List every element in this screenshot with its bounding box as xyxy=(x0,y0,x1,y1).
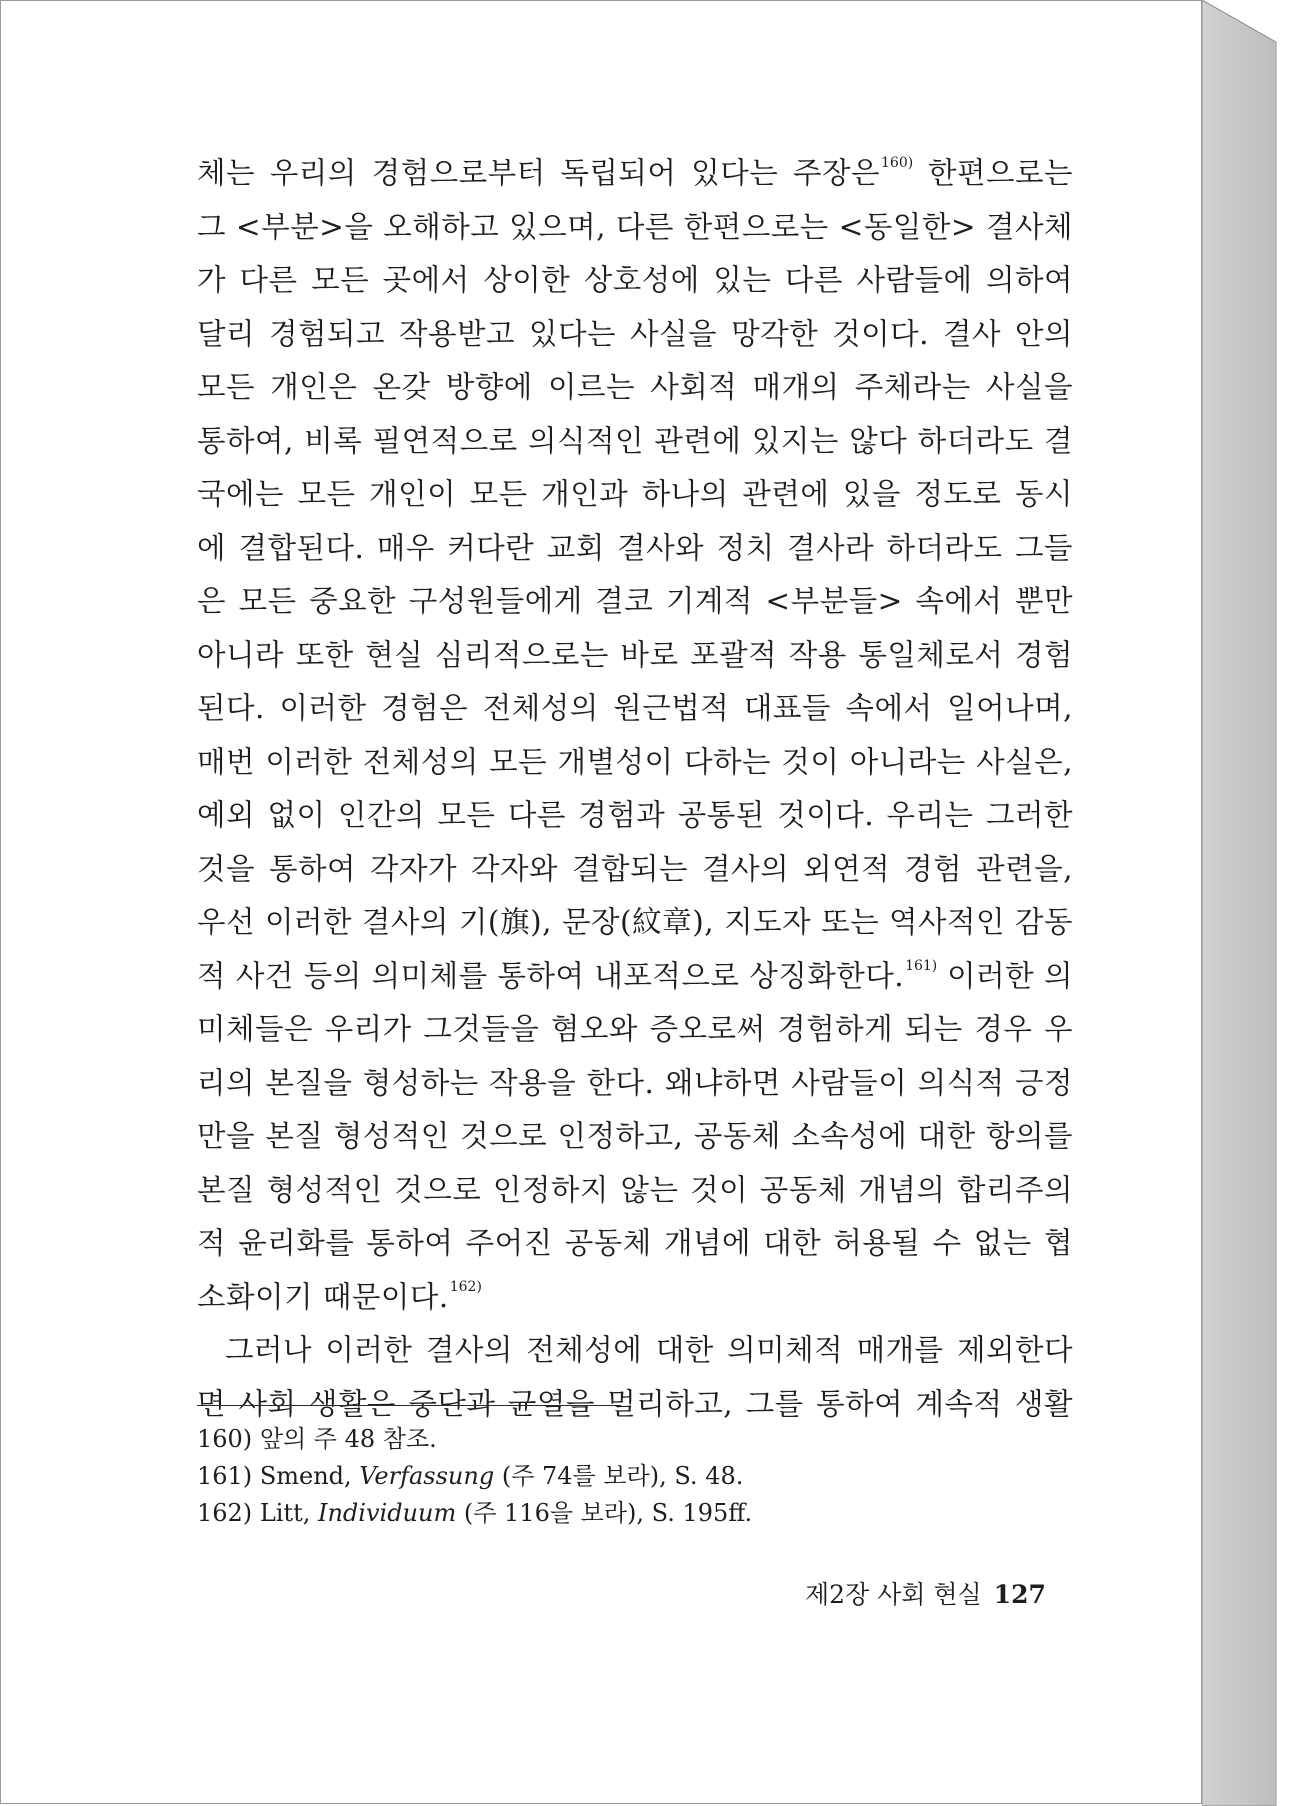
footnotes xyxy=(197,1421,897,1532)
text-line xyxy=(197,1057,1073,1111)
line-text: 체는 우리의 경험으로부터 독립되어 있다는 주장은 xyxy=(197,156,880,190)
text-line xyxy=(197,1217,1073,1271)
line-text: 국에는 모든 개인이 모든 개인과 하나의 관련에 있을 정도로 동시 xyxy=(197,477,1073,511)
line-text-after: 한편으로는 xyxy=(913,156,1073,190)
footnote-text-after: (주 116을 보라), S. 195ff. xyxy=(456,1499,753,1527)
text-line xyxy=(197,682,1073,736)
line-text: 우선 이러한 결사의 기(旗), 문장(紋章), 지도자 또는 역사적인 감동 xyxy=(197,905,1073,939)
running-footer xyxy=(805,1575,1105,1611)
line-text: 미체들은 우리가 그것들을 혐오와 증오로써 경험하게 되는 경우 우 xyxy=(197,1012,1073,1046)
text-line xyxy=(197,361,1073,415)
body-text xyxy=(197,147,1073,1431)
line-text: 적 윤리화를 통하여 주어진 공동체 개념에 대한 허용될 수 없는 협 xyxy=(197,1226,1073,1260)
line-text: 은 모든 중요한 구성원들에게 결코 기계적 <부분들> 속에서 뿐만 xyxy=(197,584,1073,618)
line-text: 달리 경험되고 작용받고 있다는 사실을 망각한 것이다. 결사 안의 xyxy=(197,316,1073,351)
line-text: 통하여, 비록 필연적으로 의식적인 관련에 있지는 않다 하더라도 결 xyxy=(197,423,1073,458)
footnote-number: 160) xyxy=(197,1425,253,1453)
line-text: 그 <부분>을 오해하고 있으며, 다른 한편으로는 <동일한> 결사체 xyxy=(197,209,1073,244)
line-text: 리의 본질을 형성하는 작용을 한다. 왜냐하면 사람들이 의식적 긍정 xyxy=(197,1065,1073,1100)
chapter-title: 제2장 사회 현실 xyxy=(805,1580,982,1609)
footnote-title: Verfassung xyxy=(359,1462,495,1490)
footnote-text: 앞의 주 48 참조. xyxy=(259,1425,437,1453)
footnote-title: Individuum xyxy=(317,1499,457,1527)
line-text: 된다. 이러한 경험은 전체성의 원근법적 대표들 속에서 일어나며, xyxy=(197,691,1073,725)
text-line xyxy=(197,522,1073,576)
line-text: 에 결합된다. 매우 커다란 교회 결사와 정치 결사라 하더라도 그들 xyxy=(197,530,1073,565)
line-text: 예외 없이 인간의 모든 다른 경험과 공통된 것이다. 우리는 그러한 xyxy=(197,798,1073,832)
text-line xyxy=(197,1271,1073,1325)
line-text: 그러나 이러한 결사의 전체성에 대한 의미체적 매개를 제외한다 xyxy=(225,1333,1073,1367)
footnote-text-after: (주 74를 보라), S. 48. xyxy=(494,1462,744,1490)
text-line xyxy=(197,629,1073,683)
book-edge xyxy=(1202,0,1310,1806)
page-number: 127 xyxy=(993,1580,1046,1609)
line-text: 가 다른 모든 곳에서 상이한 상호성에 있는 다른 사람들에 의하여 xyxy=(197,263,1073,297)
text-line xyxy=(197,1164,1073,1218)
text-line xyxy=(197,1003,1073,1057)
footnote-number: 161) xyxy=(197,1462,253,1490)
text-line xyxy=(197,736,1073,790)
footnote-ref[interactable]: 162) xyxy=(449,1278,482,1295)
footnote xyxy=(197,1495,897,1532)
footnote-text: Litt, xyxy=(259,1499,318,1527)
line-text: 모든 개인은 온갖 방향에 이르는 사회적 매개의 주체라는 사실을 xyxy=(197,370,1073,404)
text-line xyxy=(197,201,1073,255)
text-line xyxy=(197,1324,1073,1378)
footnote-number: 162) xyxy=(197,1499,253,1527)
footnote-ref[interactable]: 160) xyxy=(881,155,914,171)
line-text: 면 사회 생활은 중단과 균열을 멀리하고, 그를 통하여 계속적 생활 xyxy=(197,1386,1073,1421)
line-text: 아니라 또한 현실 심리적으로는 바로 포괄적 작용 통일체로서 경험 xyxy=(197,637,1073,672)
line-text: 본질 형성적인 것으로 인정하지 않는 것이 공동체 개념의 합리주의 xyxy=(197,1172,1073,1207)
line-text: 것을 통하여 각자가 각자와 결합되는 결사의 외연적 경험 관련을, xyxy=(197,851,1073,886)
text-line xyxy=(197,896,1073,950)
text-line xyxy=(197,415,1073,469)
line-text: 소화이기 때문이다. xyxy=(197,1279,449,1314)
line-text: 매번 이러한 전체성의 모든 개별성이 다하는 것이 아니라는 사실은, xyxy=(197,744,1073,779)
text-line xyxy=(197,468,1073,522)
footnote-rule xyxy=(197,1405,621,1406)
footnote-ref[interactable]: 161) xyxy=(905,957,938,974)
text-line xyxy=(197,147,1073,201)
text-line xyxy=(197,254,1073,308)
line-text: 만을 본질 형성적인 것으로 인정하고, 공동체 소속성에 대한 항의를 xyxy=(197,1119,1073,1153)
text-line xyxy=(197,789,1073,843)
text-line xyxy=(197,843,1073,897)
text-line xyxy=(197,575,1073,629)
line-text: 적 사건 등의 의미체를 통하여 내포적으로 상징화한다. xyxy=(197,958,905,993)
footnote xyxy=(197,1421,897,1458)
line-text-after: 이러한 의 xyxy=(937,958,1074,993)
text-line xyxy=(197,1110,1073,1164)
footnote-text: Smend, xyxy=(259,1462,360,1490)
text-line xyxy=(197,950,1073,1004)
footnote xyxy=(197,1458,897,1495)
text-line xyxy=(197,308,1073,362)
